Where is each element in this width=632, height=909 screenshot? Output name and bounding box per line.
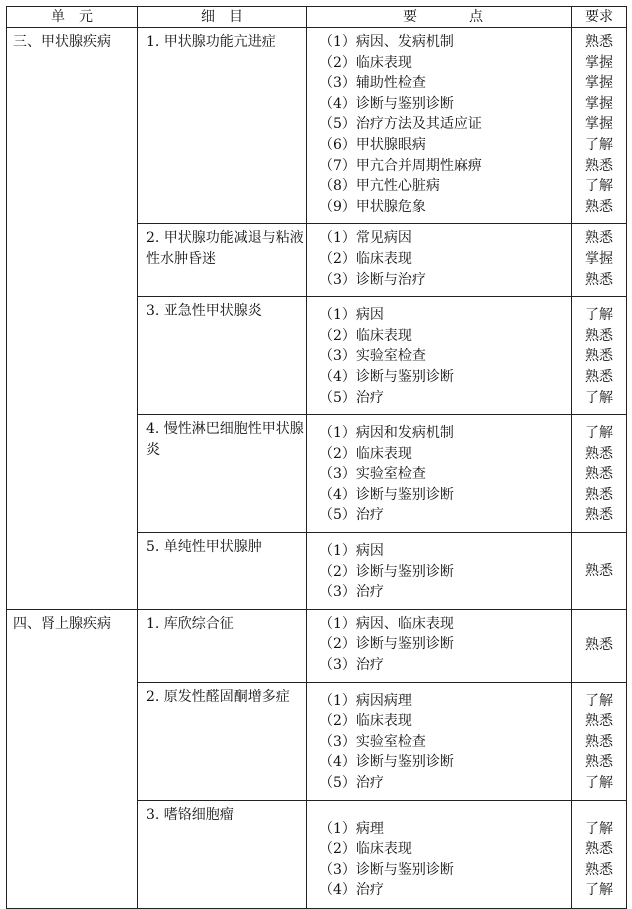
item-cell <box>138 682 307 800</box>
requirement-value: 掌握 <box>585 116 613 133</box>
requirement-value: 了解 <box>585 882 613 899</box>
list-item: （4）诊断与鉴别诊断 <box>319 95 454 112</box>
points-list <box>307 683 571 800</box>
requirement-cell <box>572 682 627 800</box>
list-item: （3）实验室检查 <box>319 348 426 365</box>
requirement-cell <box>572 800 627 908</box>
list-item: （2）临床表现 <box>319 54 412 71</box>
points-cell <box>307 609 572 682</box>
requirement-value: 掌握 <box>585 250 613 267</box>
requirement-value: 熟悉 <box>585 327 613 344</box>
points-list <box>307 415 571 532</box>
item-title: 5. 单纯性甲状腺肿 <box>146 539 262 556</box>
list-item: （2）临床表现 <box>319 445 412 462</box>
points-cell <box>307 533 572 610</box>
item-title: 1. 甲状腺功能亢进症 <box>146 34 276 50</box>
requirement-value: 熟悉 <box>585 637 613 654</box>
list-item: （4）诊断与鉴别诊断 <box>319 368 454 385</box>
list-item: （2）临床表现 <box>319 713 412 730</box>
table-row <box>7 28 627 224</box>
points-cell <box>307 800 572 908</box>
list-item: （4）诊断与鉴别诊断 <box>319 486 454 503</box>
requirement-list <box>572 635 626 656</box>
requirement-value: 了解 <box>585 775 613 791</box>
unit-label: 三、甲状腺疾病 <box>13 34 111 50</box>
item-title: 3. 亚急性甲状腺炎 <box>146 303 262 320</box>
header-item: 细目 <box>138 7 307 28</box>
unit-cell <box>7 28 138 610</box>
requirement-value: 熟悉 <box>585 713 613 730</box>
item-title: 4. 慢性淋巴细胞性甲状腺炎 <box>146 421 304 458</box>
list-item: （1）病因、发病机制 <box>319 34 454 50</box>
requirement-list <box>572 415 626 532</box>
item-cell <box>138 297 307 415</box>
requirement-value: 熟悉 <box>585 507 613 524</box>
item-title: 2. 原发性醛固酮增多症 <box>146 688 290 705</box>
list-item: （3）辅助性检查 <box>319 75 426 92</box>
list-item: （7）甲亢合并周期性麻痹 <box>319 157 482 174</box>
requirement-value: 熟悉 <box>585 861 613 878</box>
list-item: （2）临床表现 <box>319 841 412 858</box>
requirement-value: 熟悉 <box>585 157 613 174</box>
list-item: （5）治疗 <box>319 775 384 791</box>
list-item: （1）病因 <box>319 307 384 324</box>
requirement-value: 熟悉 <box>585 198 613 215</box>
table-row <box>7 609 627 682</box>
points-list <box>307 297 571 414</box>
list-item: （9）甲状腺危象 <box>319 198 426 215</box>
item-cell <box>138 224 307 297</box>
requirement-list <box>572 561 626 582</box>
points-list <box>307 533 571 609</box>
requirement-value: 了解 <box>585 692 613 709</box>
list-item: （4）治疗 <box>319 882 384 899</box>
unit-label: 四、肾上腺疾病 <box>13 615 111 632</box>
list-item: （1）常见病因 <box>319 230 412 247</box>
requirement-value: 熟悉 <box>585 486 613 503</box>
list-item: （8）甲亢性心脏病 <box>319 178 440 195</box>
points-cell <box>307 28 572 224</box>
item-title: 2. 甲状腺功能减退与粘液性水肿昏迷 <box>146 230 304 267</box>
list-item: （5）治疗 <box>319 507 384 524</box>
list-item: （1）病因、临床表现 <box>319 615 454 632</box>
points-list <box>307 28 571 223</box>
list-item: （2）临床表现 <box>319 327 412 344</box>
requirement-value: 熟悉 <box>585 34 613 50</box>
requirement-value: 熟悉 <box>585 271 613 288</box>
list-item: （2）诊断与鉴别诊断 <box>319 636 454 653</box>
points-cell <box>307 297 572 415</box>
list-item: （3）诊断与治疗 <box>319 271 426 288</box>
list-item: （3）诊断与鉴别诊断 <box>319 861 454 878</box>
list-item: （1）病理 <box>319 820 384 837</box>
requirement-value: 熟悉 <box>585 733 613 750</box>
item-cell <box>138 533 307 610</box>
points-cell <box>307 682 572 800</box>
requirement-value: 掌握 <box>585 54 613 71</box>
requirement-value: 掌握 <box>585 95 613 112</box>
list-item: （5）治疗 <box>319 389 384 406</box>
requirement-value: 熟悉 <box>585 466 613 483</box>
points-cell <box>307 224 572 297</box>
header-requirement: 要求 <box>572 7 627 28</box>
requirement-list <box>572 224 626 296</box>
requirement-value: 熟悉 <box>585 754 613 771</box>
item-cell <box>138 609 307 682</box>
item-cell <box>138 800 307 908</box>
requirement-value: 掌握 <box>585 75 613 92</box>
header-points: 要 点 <box>307 7 572 28</box>
list-item: （3）治疗 <box>319 584 384 601</box>
requirement-value: 熟悉 <box>585 348 613 365</box>
requirement-list <box>572 297 626 414</box>
list-item: （3）实验室检查 <box>319 733 426 750</box>
points-cell <box>307 415 572 533</box>
item-title: 3. 嗜铬细胞瘤 <box>146 806 234 823</box>
requirement-list <box>572 683 626 800</box>
list-item: （3）治疗 <box>319 657 384 674</box>
list-item: （5）治疗方法及其适应证 <box>319 116 482 133</box>
requirement-value: 了解 <box>585 820 613 837</box>
requirement-value: 了解 <box>585 425 613 442</box>
syllabus-table <box>6 6 627 909</box>
requirement-cell <box>572 224 627 297</box>
requirement-value: 了解 <box>585 178 613 195</box>
list-item: （2）诊断与鉴别诊断 <box>319 563 454 580</box>
requirement-value: 熟悉 <box>585 562 613 579</box>
requirement-list <box>572 28 626 223</box>
list-item: （1）病因 <box>319 543 384 560</box>
header-unit: 单元 <box>7 7 138 28</box>
requirement-list <box>572 801 626 907</box>
list-item: （6）甲状腺眼病 <box>319 136 426 153</box>
requirement-cell <box>572 28 627 224</box>
item-cell <box>138 415 307 533</box>
points-list <box>307 610 571 682</box>
item-cell <box>138 28 307 224</box>
list-item: （4）诊断与鉴别诊断 <box>319 754 454 771</box>
requirement-cell <box>572 415 627 533</box>
requirement-value: 了解 <box>585 136 613 153</box>
requirement-cell <box>572 297 627 415</box>
requirement-cell <box>572 609 627 682</box>
list-item: （2）临床表现 <box>319 250 412 267</box>
requirement-value: 了解 <box>585 307 613 324</box>
requirement-cell <box>572 533 627 610</box>
list-item: （1）病因病理 <box>319 692 412 709</box>
points-list <box>307 801 571 907</box>
unit-cell <box>7 609 138 908</box>
requirement-value: 了解 <box>585 389 613 406</box>
requirement-value: 熟悉 <box>585 368 613 385</box>
list-item: （3）实验室检查 <box>319 466 426 483</box>
requirement-value: 熟悉 <box>585 445 613 462</box>
points-list <box>307 224 571 296</box>
item-title: 1. 库欣综合征 <box>146 615 234 632</box>
header-row <box>7 7 627 28</box>
list-item: （1）病因和发病机制 <box>319 425 454 442</box>
requirement-value: 熟悉 <box>585 841 613 858</box>
requirement-value: 熟悉 <box>585 230 613 247</box>
